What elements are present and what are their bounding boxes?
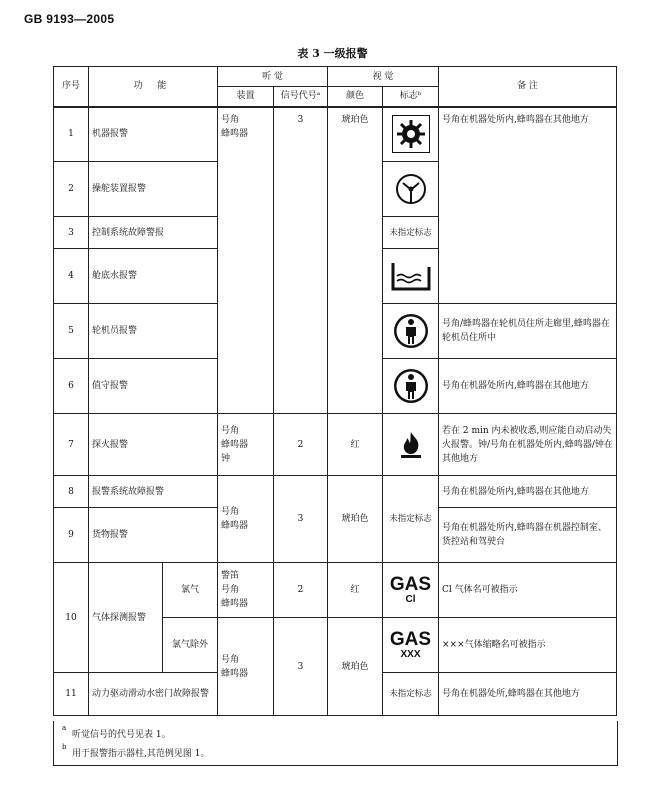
signal-cell: 3 — [274, 618, 328, 716]
col-remarks: 备 注 — [439, 67, 617, 107]
table-row — [54, 563, 617, 618]
row-number: 10 — [54, 563, 89, 673]
device-cell: 号角 蜂鸣器 — [218, 107, 274, 414]
col-symbol: 标志ᵇ — [383, 87, 439, 107]
person-icon — [392, 312, 430, 350]
row-number: 5 — [54, 304, 89, 359]
col-visual: 视 觉 — [328, 67, 439, 87]
fire-alarm-symbol — [383, 414, 439, 476]
footnote-b — [62, 743, 210, 759]
row-number: 8 — [54, 476, 89, 508]
alarm-table — [53, 66, 617, 716]
footnotes — [53, 721, 618, 766]
device-cell: 号角 蜂鸣器 — [218, 476, 274, 563]
signal-cell: 2 — [274, 563, 328, 618]
col-seq: 序号 — [54, 67, 89, 107]
person-icon — [392, 367, 430, 405]
steering-wheel-icon — [394, 172, 428, 206]
symbol-cell: 未指定标志 — [383, 673, 439, 716]
col-device: 装置 — [218, 87, 274, 107]
color-cell: 红 — [328, 563, 383, 618]
remark-cell: 号角在机器处所内,蜂鸣器在其他地方 — [439, 476, 617, 508]
footnote-b-text: 用于报警指示器柱,其范例见图 1。 — [72, 749, 210, 759]
row-function: 操舵装置报警 — [89, 162, 218, 217]
device-cell: 号角 蜂鸣器 — [218, 618, 274, 716]
row-number: 9 — [54, 508, 89, 563]
row-function: 报警系统故障报警 — [89, 476, 218, 508]
remark-cell: Cl 气体名可被指示 — [439, 563, 617, 618]
gas-sub-label: Cl — [405, 594, 416, 605]
row-function: 货物报警 — [89, 508, 218, 563]
row-number: 2 — [54, 162, 89, 217]
row-function: 探火报警 — [89, 414, 218, 476]
remark-cell: 若在 2 min 内未被收悉,则应能自动启动失火报警。钟/号角在机器处所内,蜂鸣器/钟在其他地方 — [439, 414, 617, 476]
row-number: 11 — [54, 673, 89, 716]
watch-alarm-symbol — [383, 359, 439, 414]
row-number: 4 — [54, 249, 89, 304]
remark-cell: 号角在机器处所内,蜂鸣器在机器控制室、货控站和驾驶台 — [439, 508, 617, 563]
table-row — [54, 414, 617, 476]
row-function: 值守报警 — [89, 359, 218, 414]
remark-cell: 号角在机器处所内,蜂鸣器在其他地方 — [439, 359, 617, 414]
table-title: 表 3 一级报警 — [297, 47, 368, 60]
col-audible: 听 觉 — [218, 67, 328, 87]
gas-label: GAS — [389, 574, 432, 595]
device-cell: 号角 蜂鸣器 钟 — [218, 414, 274, 476]
remark-cell: 号角/蜂鸣器在轮机员住所走廊里,蜂鸣器在轮机员住所中 — [439, 304, 617, 359]
row-number: 1 — [54, 107, 89, 162]
row-number: 3 — [54, 217, 89, 249]
gas-cl-symbol — [383, 563, 439, 618]
table-row — [54, 107, 617, 162]
bilge-water-icon — [389, 259, 433, 293]
col-signal-code: 信号代号ᵃ — [274, 87, 328, 107]
engineer-alarm-symbol — [383, 304, 439, 359]
gas-xxx-symbol — [383, 618, 439, 673]
signal-cell: 3 — [274, 476, 328, 563]
row-function: 动力驱动滑动水密门故障报警 — [89, 673, 218, 716]
row-subfunction: 氯气 — [163, 563, 218, 618]
row-function: 气体探测报警 — [89, 563, 163, 673]
color-cell: 琥珀色 — [328, 476, 383, 563]
row-function: 舱底水报警 — [89, 249, 218, 304]
row-function: 控制系统故障警报 — [89, 217, 218, 249]
gas-sub-label: XXX — [400, 649, 421, 660]
gear-icon — [392, 115, 430, 153]
signal-cell: 2 — [274, 414, 328, 476]
remark-cell: ×××气体缩略名可被指示 — [439, 618, 617, 673]
standard-header: GB 9193—2005 — [24, 12, 115, 26]
remark-cell: 号角在机器处所内,蜂鸣器在其他地方 — [439, 107, 617, 304]
row-subfunction: 氯气除外 — [163, 618, 218, 673]
row-function: 轮机员报警 — [89, 304, 218, 359]
color-cell: 琥珀色 — [328, 618, 383, 716]
symbol-cell: 未指定标志 — [383, 476, 439, 563]
device-cell: 警笛 号角 蜂鸣器 — [218, 563, 274, 618]
footnote-b-mark: b — [62, 743, 67, 751]
col-function: 功 能 — [89, 67, 218, 107]
steering-alarm-symbol — [383, 162, 439, 217]
col-color: 颜色 — [328, 87, 383, 107]
row-function: 机器报警 — [89, 107, 218, 162]
footnote-a — [62, 724, 171, 740]
signal-cell: 3 — [274, 107, 328, 414]
color-cell: 红 — [328, 414, 383, 476]
bilge-alarm-symbol — [383, 249, 439, 304]
gas-label: GAS — [389, 629, 432, 650]
remark-cell: 号角在机器处所,蜂鸣器在其他地方 — [439, 673, 617, 716]
footnote-a-mark: a — [62, 724, 67, 732]
symbol-cell: 未指定标志 — [383, 217, 439, 249]
row-number: 6 — [54, 359, 89, 414]
footnote-a-text: 听觉信号的代号见表 1。 — [72, 730, 171, 740]
machinery-alarm-symbol — [383, 107, 439, 162]
color-cell: 琥珀色 — [328, 107, 383, 414]
row-number: 7 — [54, 414, 89, 476]
flame-icon — [396, 430, 426, 460]
table-row — [54, 476, 617, 508]
